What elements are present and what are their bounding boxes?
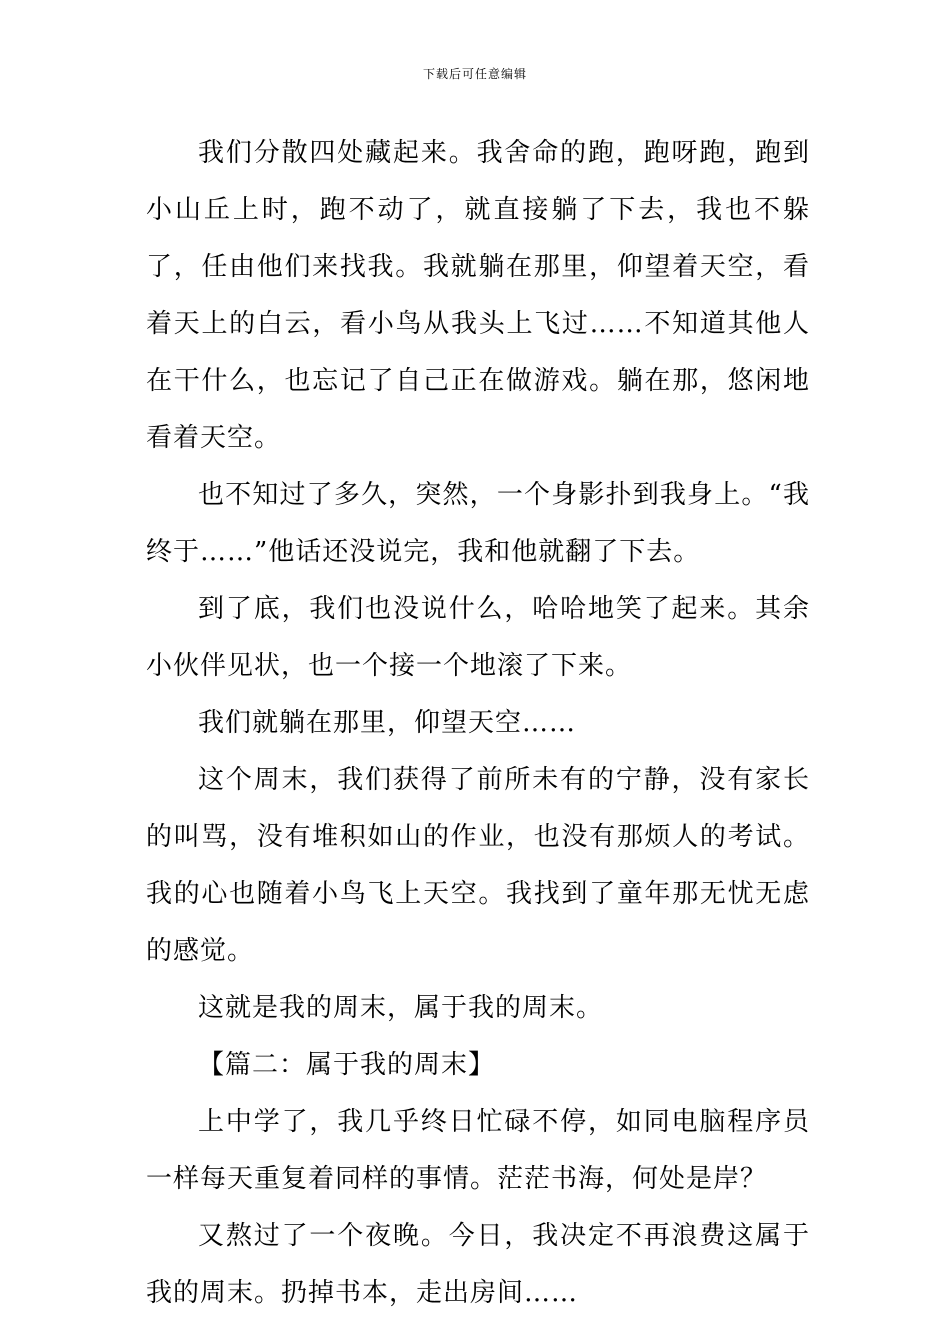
paragraph: 我们分散四处藏起来。我舍命的跑，跑呀跑，跑到小山丘上时，跑不动了，就直接躺了下去，我也不躲了，任由他们来找我。我就躺在那里，仰望着天空，看着天上的白云，看小鸟从我头上飞过……不知道其他人在干什么，也忘记了自己正在做游戏。躺在那，悠闲地看着天空。 [146,138,810,453]
paragraph: 也不知过了多久，突然，一个身影扑到我身上。“我终于……”他话还没说完，我和他就翻了下去。 [146,480,810,567]
paragraph: 这个周末，我们获得了前所未有的宁静，没有家长的叫骂，没有堆积如山的作业，也没有那烦人的考试。我的心也随着小鸟飞上天空。我找到了童年那无忧无虑的感觉。 [146,765,810,966]
page-header: 下载后可任意编辑 [422,67,527,81]
paragraph: 到了底，我们也没说什么，哈哈地笑了起来。其余小伙伴见状，也一个接一个地滚了下来。 [146,594,810,681]
document-body [146,125,810,1322]
paragraph: 又熬过了一个夜晚。今日，我决定不再浪费这属于我的周末。扔掉书本，走出房间…… [146,1221,810,1308]
paragraph: 我们就躺在那里，仰望天空…… [198,708,577,738]
paragraph: 这就是我的周末，属于我的周末。 [198,993,604,1023]
paragraph: 上中学了，我几乎终日忙碌不停，如同电脑程序员一样每天重复着同样的事情。茫茫书海，何处是岸？ [146,1107,810,1194]
section-heading: 【篇二：属于我的周末】 [198,1050,496,1080]
